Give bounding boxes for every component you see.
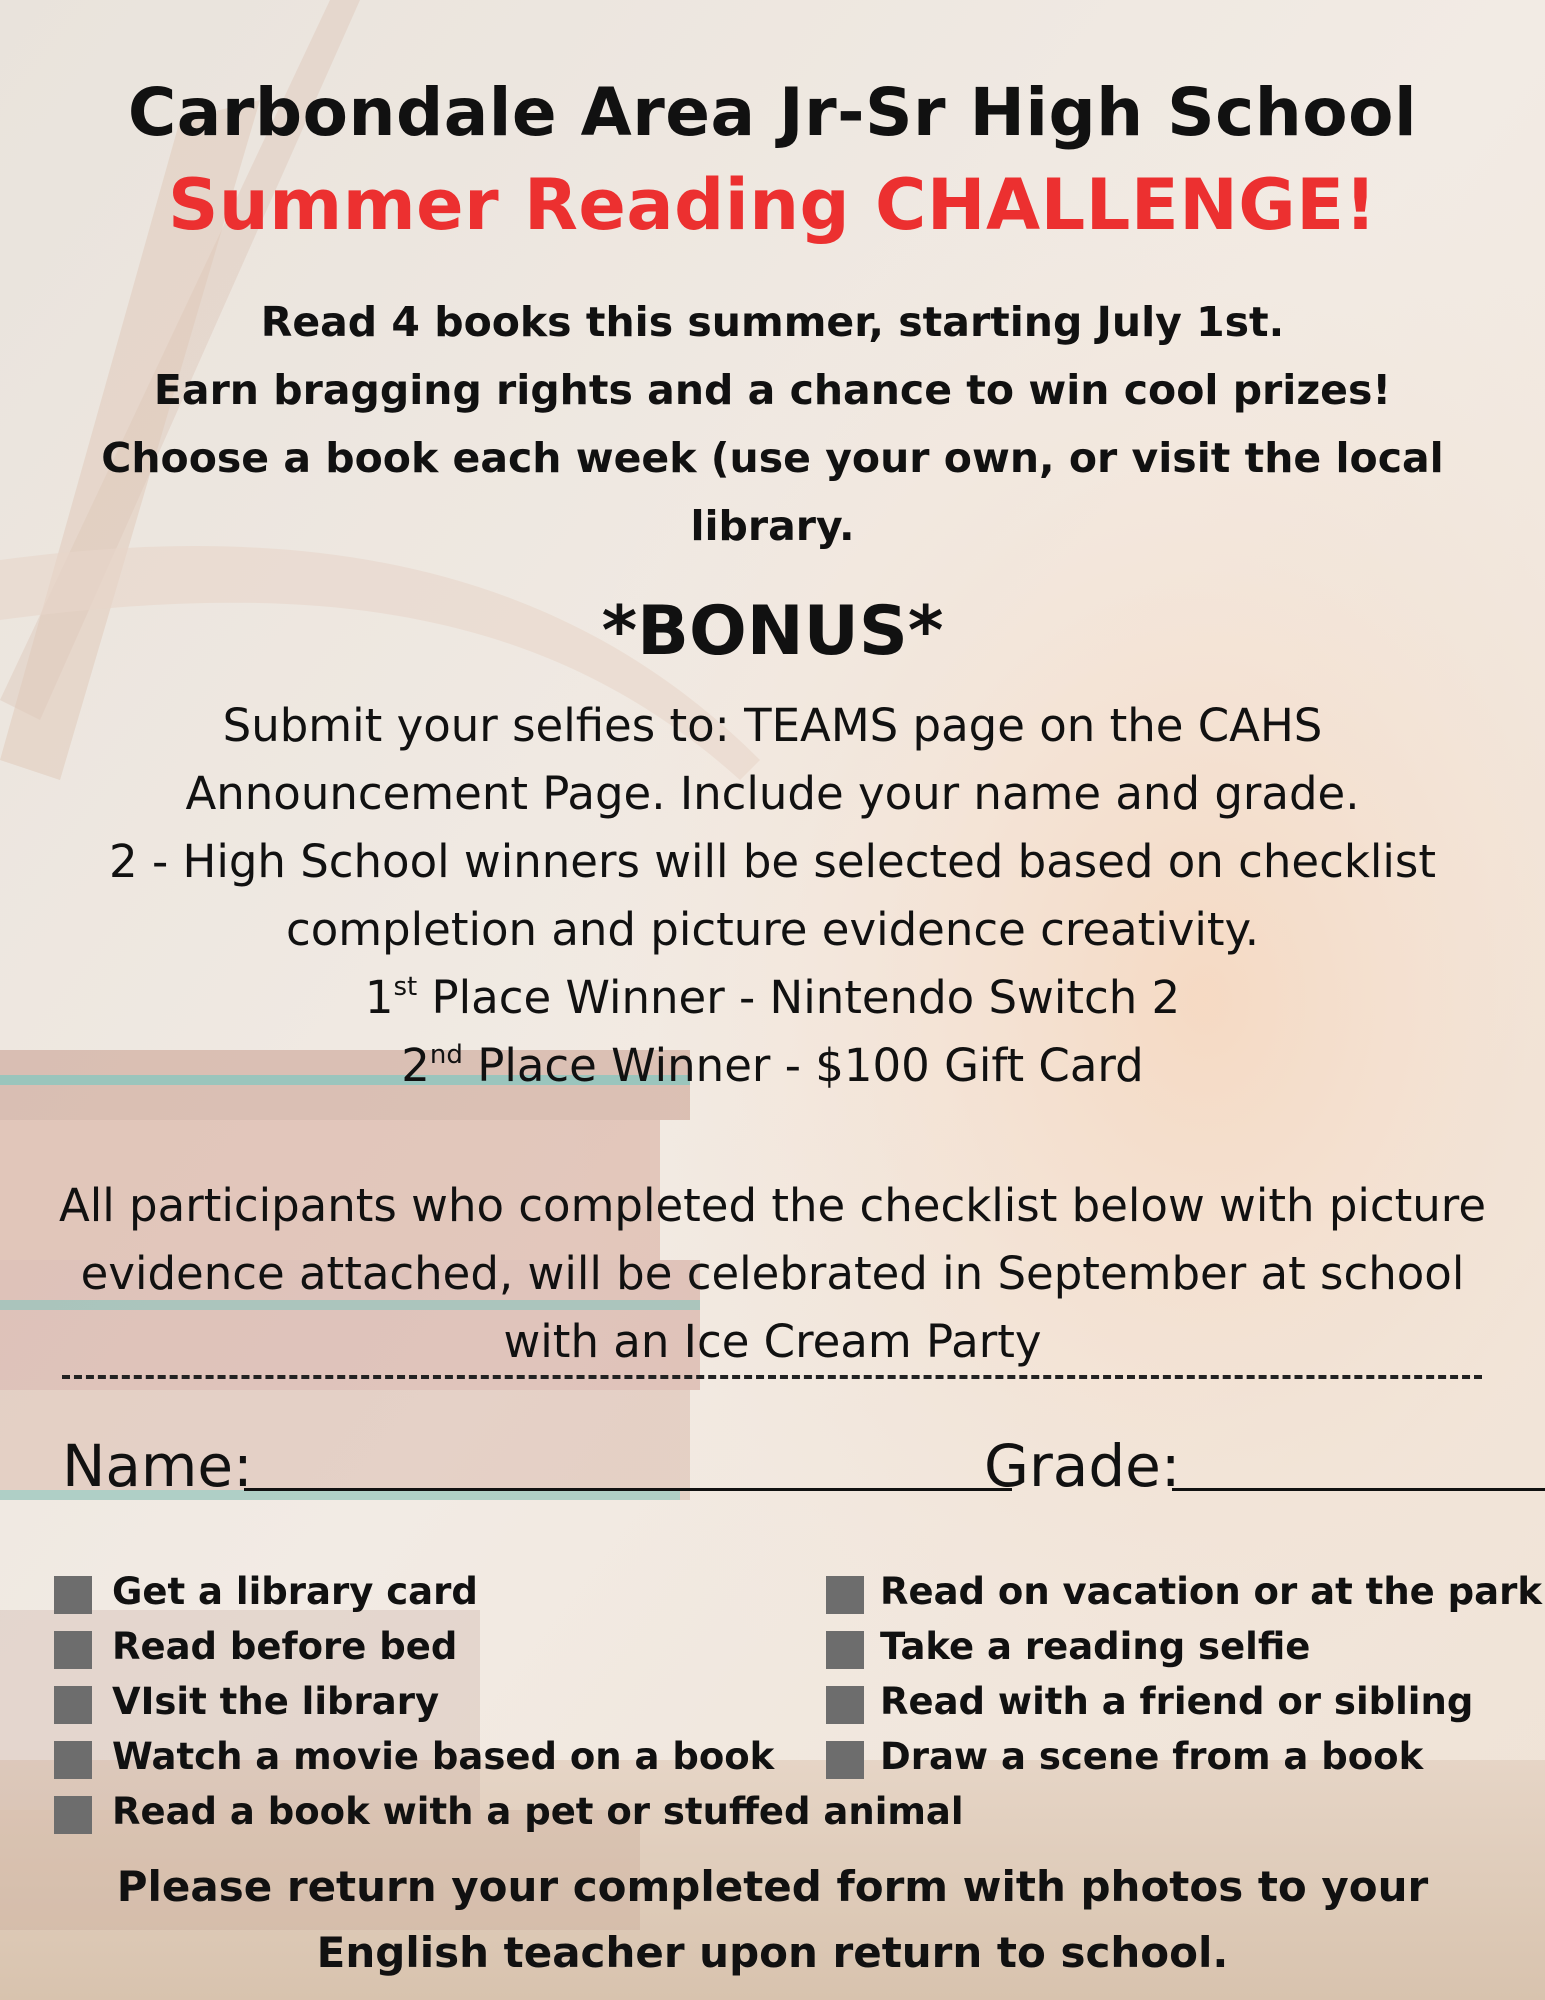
intro-line: Choose a book each week (use your own, or visit the local library. [101,434,1444,550]
cut-line-divider [62,1375,1482,1379]
intro-line: Earn bragging rights and a chance to win cool prizes! [153,366,1392,414]
checkbox[interactable] [54,1576,92,1614]
second-place-text: Place Winner - $100 Gift Card [462,1039,1144,1092]
checklist-label: Get a library card [112,1570,478,1613]
checkbox[interactable] [826,1576,864,1614]
checklist-label: Watch a movie based on a book [112,1735,775,1778]
second-place-num: 2 [401,1039,430,1092]
checkbox[interactable] [826,1631,864,1669]
checklist-label: Read a book with a pet or stuffed animal [112,1790,964,1833]
closing-text: Please return your completed form with photos to your English teacher upon return to school. [116,1862,1429,1977]
checkbox[interactable] [826,1686,864,1724]
first-place-sup: st [393,972,418,1002]
checklist-label: Read before bed [112,1625,458,1668]
second-place-sup: nd [429,1040,463,1070]
closing-instructions [30,1854,1515,1986]
checklist-label: Read on vacation or at the park [880,1570,1542,1613]
winners-info: 2 - High School winners will be selected based on checklist completion and picture evidence creativity. [109,835,1436,956]
bonus-heading: *BONUS* [601,592,944,671]
name-field[interactable] [244,1488,1012,1491]
grade-label: Grade: [984,1432,1181,1500]
grade-field[interactable] [1172,1488,1545,1491]
first-place-prize [50,964,1495,1032]
celebration-info [50,1172,1495,1376]
school-title: Carbondale Area Jr-Sr High School [127,74,1418,151]
first-place-num: 1 [364,971,394,1024]
checklist-label: VIsit the library [112,1680,440,1723]
checkbox[interactable] [54,1686,92,1724]
celebration-text: All participants who completed the checklist below with picture evidence attached, will be celebrated in September at school with an Ice Cream Party [58,1179,1487,1368]
name-label: Name: [62,1432,253,1500]
checklist-label: Take a reading selfie [880,1625,1311,1668]
name-grade-row [62,1432,1486,1500]
checklist-label: Read with a friend or sibling [880,1680,1474,1723]
checklist-label: Draw a scene from a book [880,1735,1424,1778]
bonus-details [50,692,1495,1100]
checkbox[interactable] [54,1631,92,1669]
second-place-prize [50,1032,1495,1100]
checkbox[interactable] [54,1741,92,1779]
checkbox[interactable] [826,1741,864,1779]
intro-text [90,288,1455,560]
challenge-title: Summer Reading CHALLENGE! [168,164,1377,246]
checkbox[interactable] [54,1796,92,1834]
first-place-text: Place Winner - Nintendo Switch 2 [417,971,1181,1024]
submit-instructions: Submit your selfies to: TEAMS page on the CAHS Announcement Page. Include your name and grade. [185,699,1360,820]
intro-line: Read 4 books this summer, starting July 1st. [260,298,1285,346]
